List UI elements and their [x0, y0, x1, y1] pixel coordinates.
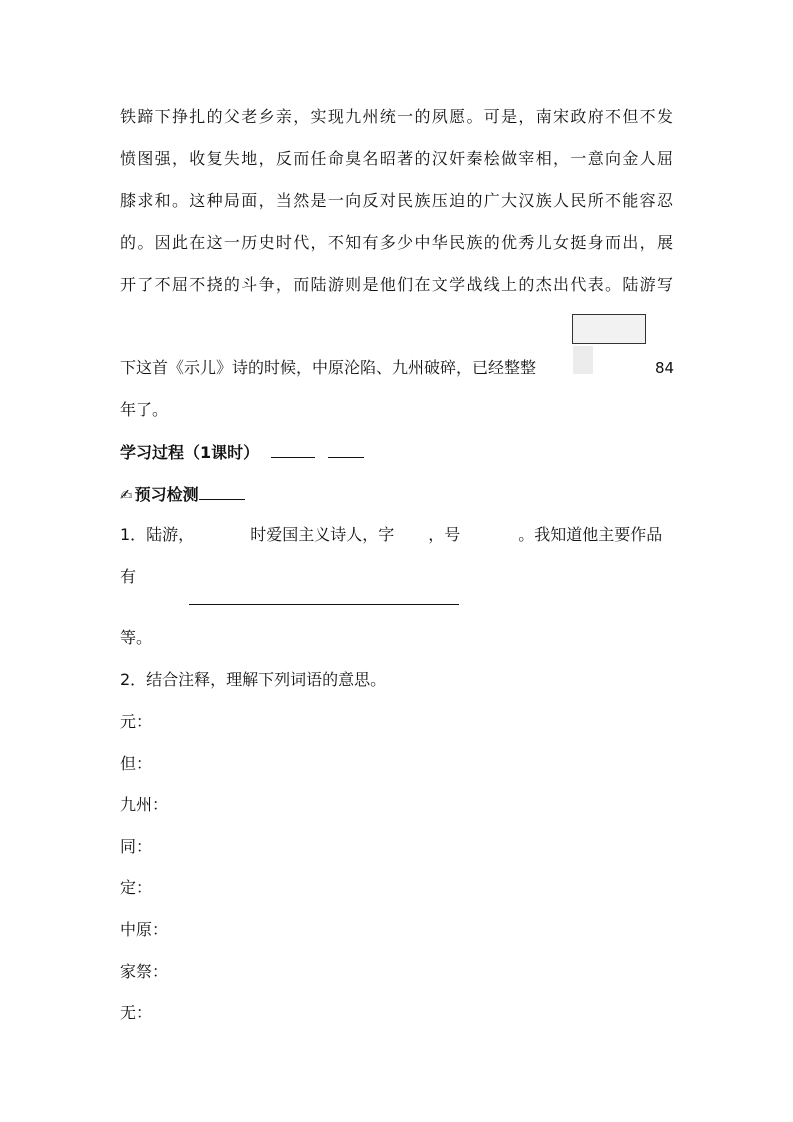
q1-text-4: 。我知道他主要作品 — [518, 525, 663, 544]
question-1-row — [120, 524, 662, 546]
section-title: 学习过程（1课时） — [120, 443, 260, 462]
preview-heading-row — [120, 483, 245, 506]
question-1-line-3: 等。 — [120, 628, 153, 647]
section-title-row — [120, 441, 364, 464]
paragraph-line-3: 膝求和。这种局面，当然是一向反对民族压迫的广大汉族人民所不能容忍 — [120, 191, 673, 210]
q1-text-1: 1．陆游， — [120, 525, 195, 544]
preview-heading: 预习检测 — [134, 485, 199, 504]
years-number: 84 — [655, 359, 675, 377]
term-item: 定： — [120, 878, 153, 897]
term-item: 元： — [120, 712, 153, 731]
paragraph-line-4: 的。因此在这一历史时代，不知有多少中华民族的优秀儿女挺身而出，展 — [120, 233, 673, 252]
q1-text-2: 时爱国主义诗人，字 — [250, 525, 395, 544]
term-item: 九州： — [120, 795, 169, 814]
title-blank-1 — [271, 441, 315, 458]
question-2-prompt: 2．结合注释，理解下列词语的意思。 — [120, 670, 387, 689]
q1-text-3: ，号 — [428, 525, 461, 544]
term-item: 同： — [120, 837, 153, 856]
paragraph-line-1: 铁蹄下挣扎的父老乡亲，实现九州统一的夙愿。可是，南宋政府不但不发 — [120, 107, 673, 126]
preview-blank — [199, 483, 245, 500]
term-item: 但： — [120, 754, 153, 773]
shaded-placeholder — [573, 346, 593, 374]
paragraph-line-6: 下这首《示儿》诗的时候，中原沦陷、九州破碎，已经整整 — [120, 358, 537, 377]
works-answer-line[interactable] — [189, 604, 459, 605]
term-item: 家祭： — [120, 962, 169, 981]
term-item: 无： — [120, 1003, 153, 1022]
pen-writing-icon: ✍ — [120, 486, 133, 504]
text-box-placeholder — [572, 314, 646, 344]
question-1-line-2: 有 — [120, 567, 137, 586]
paragraph-line-5: 开了不屈不挠的斗争，而陆游则是他们在文学战线上的杰出代表。陆游写 — [120, 275, 673, 294]
paragraph-line-7: 年了。 — [120, 400, 169, 419]
term-item: 中原： — [120, 920, 169, 939]
paragraph-line-2: 愤图强，收复失地，反而任命臭名昭著的汉奸秦桧做宰相，一意向金人屈 — [120, 149, 673, 168]
title-blank-2 — [328, 441, 364, 458]
